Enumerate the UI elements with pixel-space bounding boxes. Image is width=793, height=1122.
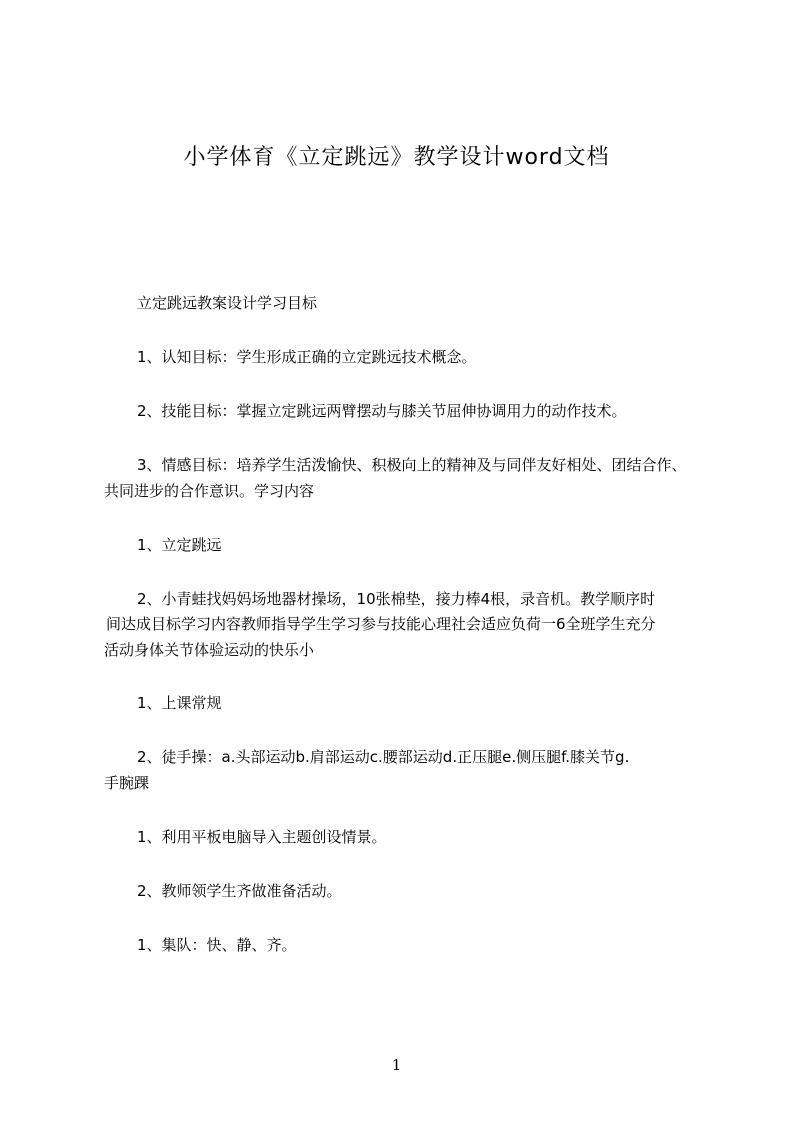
page-number: 1 xyxy=(391,1056,402,1074)
paragraph-line: 活动身体关节体验运动的快乐小 xyxy=(104,641,315,659)
paragraph-line: 2、教师领学生齐做准备活动。 xyxy=(137,882,342,900)
paragraph-heading: 立定跳远教案设计学习目标 xyxy=(137,294,318,312)
paragraph-line: 手腕踝 xyxy=(104,774,150,792)
paragraph-line: 1、上课常规 xyxy=(137,694,222,712)
paragraph-line: 1、利用平板电脑导入主题创设情景。 xyxy=(137,828,387,846)
paragraph-line: 间达成目标学习内容教师指导学生学习参与技能心理社会适应负荷一6全班学生充分 xyxy=(106,615,656,633)
paragraph-line: 1、认知目标：学生形成正确的立定跳远技术概念。 xyxy=(137,348,477,366)
paragraph-line: 1、立定跳远 xyxy=(137,536,222,554)
paragraph-line: 1、集队：快、静、齐。 xyxy=(137,936,297,954)
paragraph-line: 2、徒手操：a.头部运动b.肩部运动c.腰部运动d.正压腿e.侧压腿f.膝关节g. xyxy=(137,748,630,766)
paragraph-line: 3、情感目标：培养学生活泼愉快、积极向上的精神及与同伴友好相处、团结合作、 xyxy=(137,456,687,474)
paragraph-line: 2、技能目标：掌握立定跳远两臂摆动与膝关节屈伸协调用力的动作技术。 xyxy=(137,402,627,420)
paragraph-line: 2、小青蛙找妈妈场地器材操场，10张棉垫，接力棒4根，录音机。教学顺序时 xyxy=(137,590,656,608)
document-title: 小学体育《立定跳远》教学设计word文档 xyxy=(183,145,610,170)
paragraph-line: 共同进步的合作意识。学习内容 xyxy=(104,482,315,500)
